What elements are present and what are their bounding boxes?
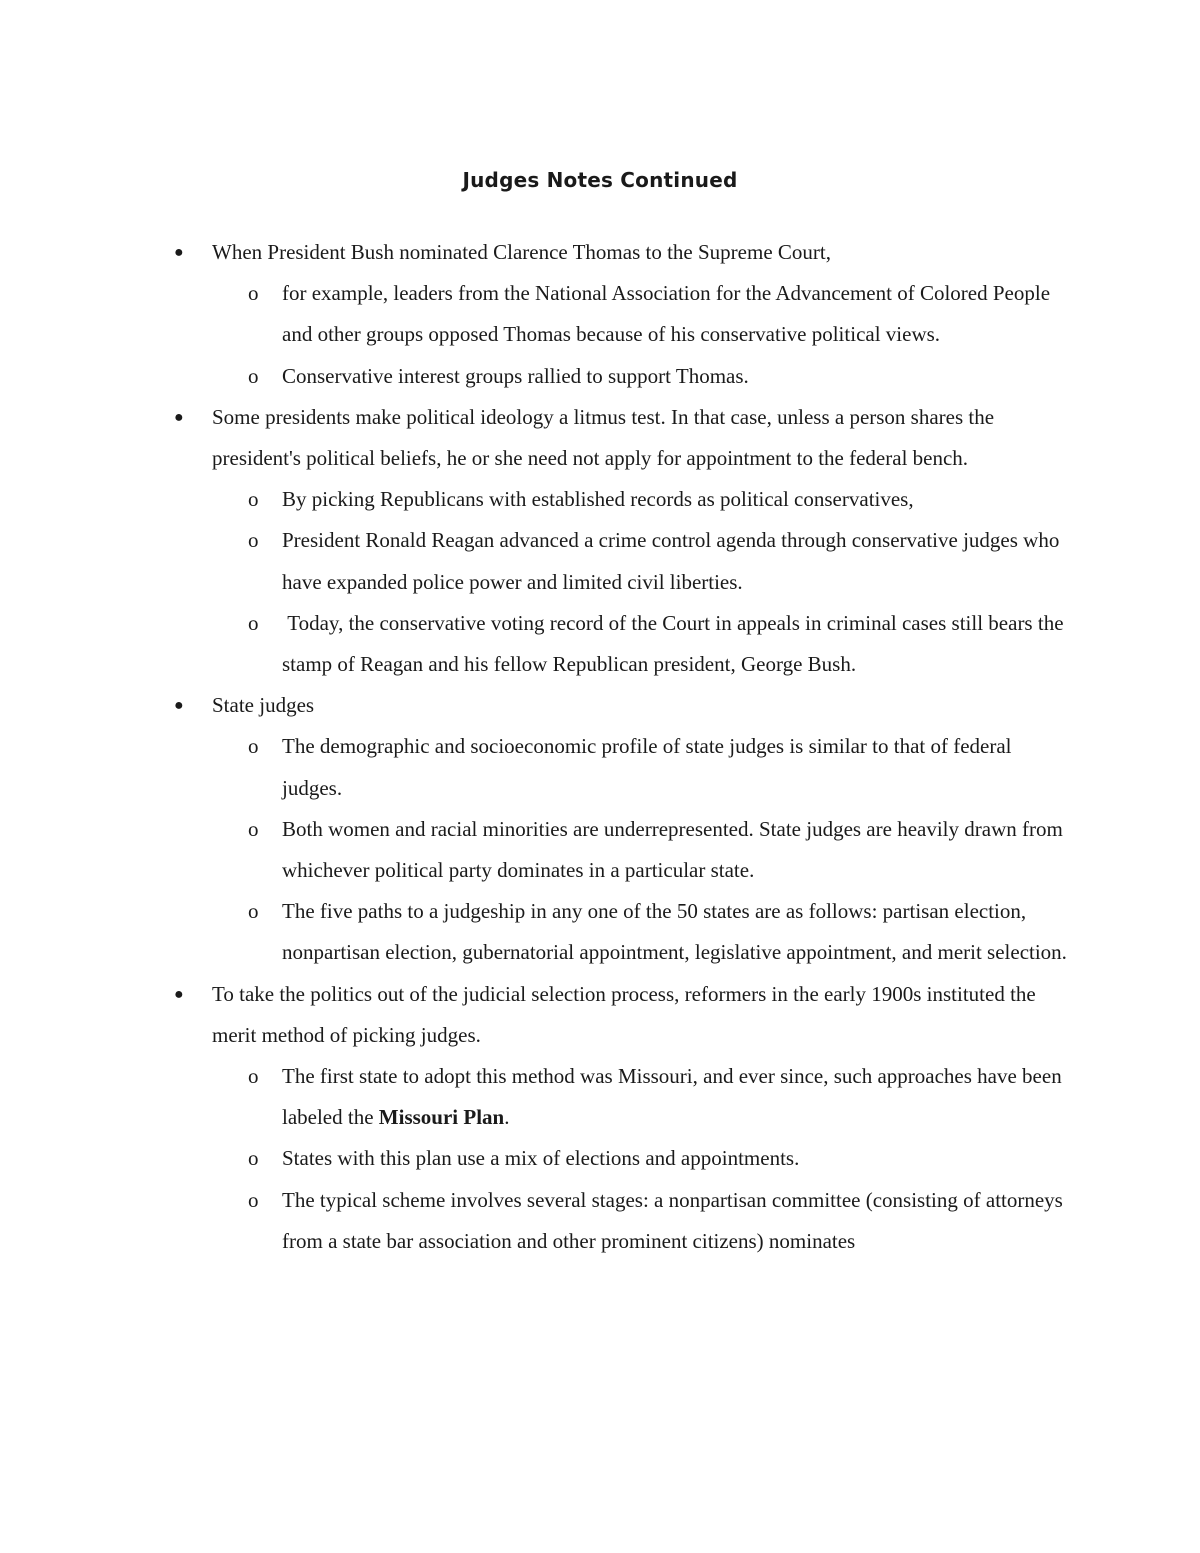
sub-bullet-icon: o <box>248 281 259 306</box>
bullet-text: When President Bush nominated Clarence Thomas to the Supreme Court, <box>212 240 831 264</box>
sub-item <box>170 520 1070 602</box>
sub-item-text-after: . <box>504 1105 510 1130</box>
sub-item-text: The typical scheme involves several stages: a nonpartisan committee (consisting of attorneys from a state bar association and other prominent citizens) nominates <box>282 1187 1063 1253</box>
sub-item <box>170 479 1070 520</box>
missouri-plan-term: Missouri Plan <box>378 1105 505 1130</box>
sub-item-text: Conservative interest groups rallied to support Thomas. <box>282 363 749 388</box>
sub-item-text: President Ronald Reagan advanced a crime control agenda through conservative judges who have expanded police power and limited civil liberties. <box>282 528 1060 594</box>
bullet-item <box>170 685 1070 726</box>
sub-item <box>170 1180 1070 1262</box>
sub-bullet-icon: o <box>248 528 259 553</box>
sub-bullet-icon: o <box>248 610 259 635</box>
sub-item <box>170 356 1070 397</box>
bullet-item <box>170 974 1070 1056</box>
sub-bullet-icon: o <box>248 899 259 924</box>
bullet-icon: ● <box>174 408 184 426</box>
bullet-item <box>170 232 1070 273</box>
sub-item <box>170 891 1070 973</box>
sub-item-text: Both women and racial minorities are underrepresented. State judges are heavily drawn from whichever political party dominates in a particular state. <box>282 816 1063 883</box>
sub-item <box>170 603 1070 685</box>
notes-list <box>170 232 1070 1262</box>
sub-item <box>170 273 1070 355</box>
bullet-text: Some presidents make political ideology a litmus test. In that case, unless a person shares the president's political beliefs, he or she need not apply for appointment to the federal bench. <box>212 404 995 471</box>
sub-bullet-icon: o <box>248 1064 259 1089</box>
bullet-icon: ● <box>174 985 184 1003</box>
sub-item <box>170 726 1070 808</box>
sub-item-text: States with this plan use a mix of elections and appointments. <box>282 1146 800 1171</box>
sub-bullet-icon: o <box>248 1187 259 1212</box>
sub-item-text: The demographic and socioeconomic profile of state judges is similar to that of federal judges. <box>282 734 1012 800</box>
sub-item-text: Today, the conservative voting record of the Court in appeals in criminal cases still bears the stamp of Reagan and his fellow Republican president, George Bush. <box>282 610 1069 677</box>
sub-item-text: for example, leaders from the National Association for the Advancement of Colored People and other groups opposed Thomas because of his conservative political views. <box>282 281 1051 347</box>
sub-item <box>170 809 1070 891</box>
sub-bullet-icon: o <box>248 363 259 388</box>
bullet-item <box>170 397 1070 479</box>
sub-bullet-icon: o <box>248 487 259 512</box>
bullet-text: State judges <box>212 693 315 718</box>
bullet-text: To take the politics out of the judicial selection process, reformers in the early 1900s instituted the merit method of picking judges. <box>212 981 1036 1047</box>
sub-item <box>170 1056 1070 1138</box>
bullet-icon: ● <box>174 244 184 261</box>
page-title: Judges Notes Continued <box>462 168 738 192</box>
sub-bullet-icon: o <box>248 816 259 841</box>
sub-item-text: By picking Republicans with established records as political conservatives, <box>282 487 914 512</box>
sub-bullet-icon: o <box>248 734 259 759</box>
sub-item-text-before: The first state to adopt this method was Missouri, and ever since, such approaches have been labeled the <box>282 1064 1062 1130</box>
sub-bullet-icon: o <box>248 1146 259 1171</box>
sub-item-text: The five paths to a judgeship in any one of the 50 states are as follows: partisan election, nonpartisan election, gubernatorial appointment, legislative appointment, and merit selection. <box>282 899 1067 965</box>
bullet-icon: ● <box>174 697 184 715</box>
sub-item <box>170 1138 1070 1179</box>
